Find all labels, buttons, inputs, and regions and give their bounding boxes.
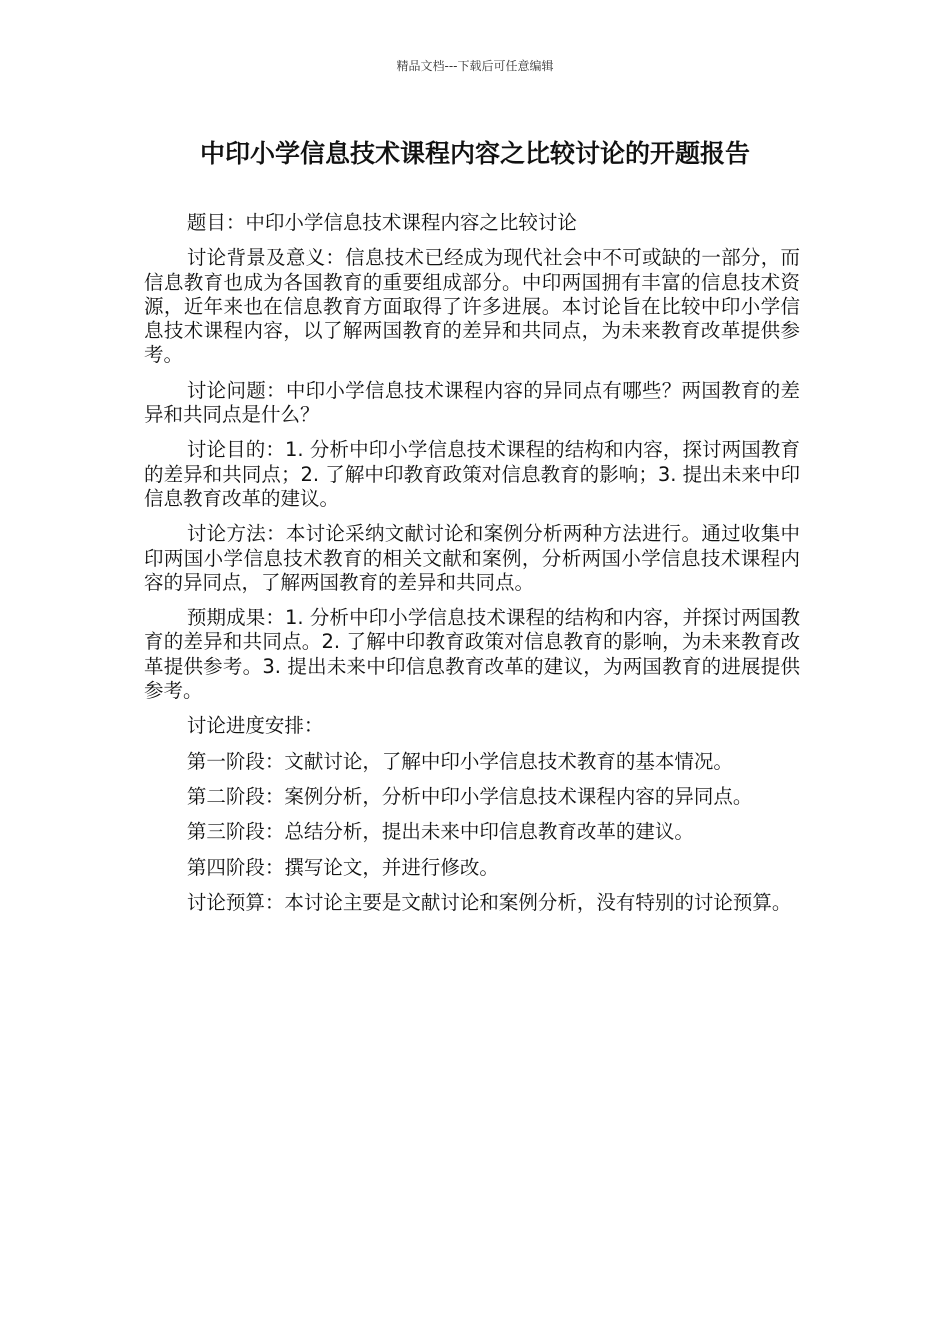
document-body bbox=[144, 211, 800, 926]
paragraph-stage-4: 第四阶段：撰写论文，并进行修改。 bbox=[186, 855, 499, 879]
paragraph-methods: 讨论方法：本讨论采纳文献讨论和案例分析两种方法进行。通过收集中印两国小学信息技术教育的相关文献和案例，分析两国小学信息技术课程内容的异同点，了解两国教育的差异和共同点。 bbox=[144, 522, 800, 594]
paragraph-budget: 讨论预算：本讨论主要是文献讨论和案例分析，没有特别的讨论预算。 bbox=[186, 890, 792, 914]
paragraph-expected-results: 预期成果：1. 分析中印小学信息技术课程的结构和内容，并探讨两国教育的差异和共同点。2. 了解中印教育政策对信息教育的影响，为未来教育改革提供参考。3. 提出未来中印信息教育改革的建议，为两国教育的进展提供参考。 bbox=[144, 606, 800, 703]
paragraph-background: 讨论背景及意义：信息技术已经成为现代社会中不可或缺的一部分，而信息教育也成为各国教育的重要组成部分。中印两国拥有丰富的信息技术资源，近年来也在信息教育方面取得了许多进展。本讨论旨在比较中印小学信息技术课程内容，以了解两国教育的差异和共同点，为未来教育改革提供参考。 bbox=[144, 246, 800, 367]
header-note: 精品文档---下载后可任意编辑 bbox=[396, 59, 554, 73]
paragraph-objectives: 讨论目的：1. 分析中印小学信息技术课程的结构和内容，探讨两国教育的差异和共同点；2. 了解中印教育政策对信息教育的影响；3. 提出未来中印信息教育改革的建议。 bbox=[144, 438, 800, 510]
paragraph-topic: 题目：中印小学信息技术课程内容之比较讨论 bbox=[186, 211, 577, 234]
paragraph-schedule-heading: 讨论进度安排： bbox=[186, 714, 324, 738]
paragraph-stage-1: 第一阶段：文献讨论，了解中印小学信息技术教育的基本情况。 bbox=[186, 749, 733, 773]
paragraph-questions: 讨论问题：中印小学信息技术课程内容的异同点有哪些？两国教育的差异和共同点是什么？ bbox=[144, 378, 800, 427]
paragraph-stage-2: 第二阶段：案例分析，分析中印小学信息技术课程内容的异同点。 bbox=[186, 784, 753, 808]
document-title: 中印小学信息技术课程内容之比较讨论的开题报告 bbox=[199, 139, 750, 168]
paragraph-stage-3: 第三阶段：总结分析，提出未来中印信息教育改革的建议。 bbox=[186, 820, 694, 844]
